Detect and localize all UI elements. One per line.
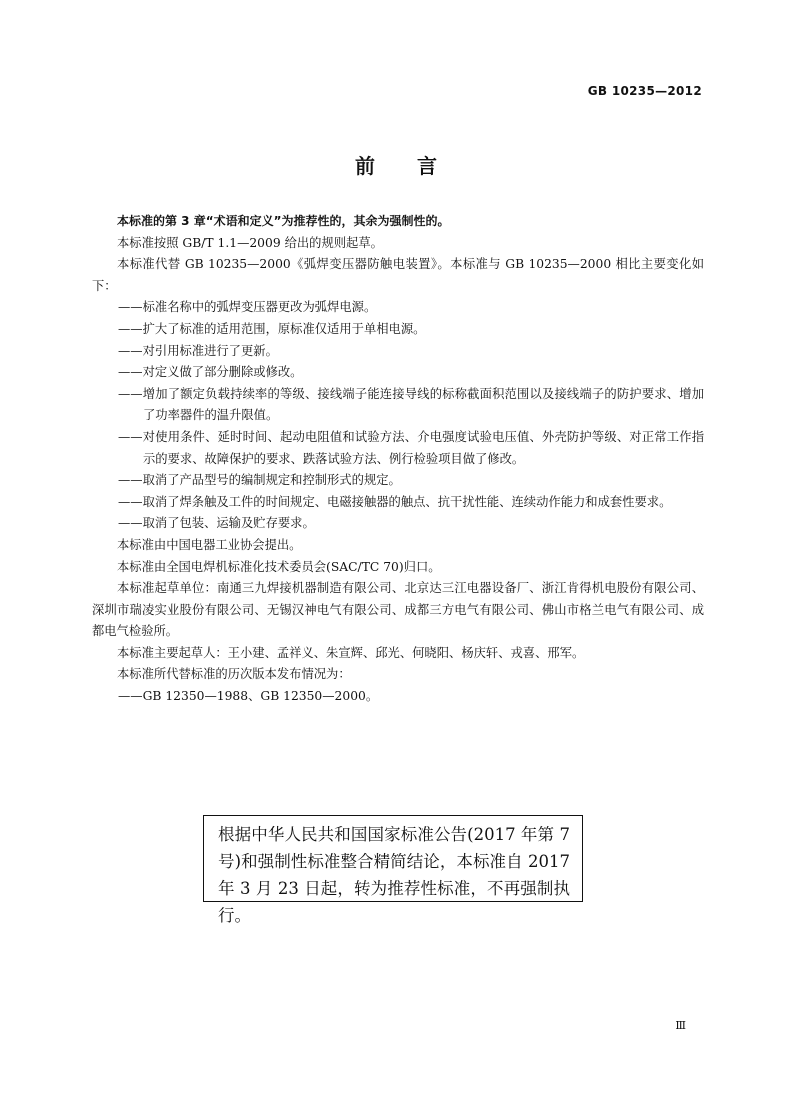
- status-notice-box: [203, 815, 583, 925]
- paragraph: 本标准按照 GB/T 1.1—2009 给出的规则起草。: [117, 235, 383, 250]
- paragraph: 本标准由全国电焊机标准化技术委员会(SAC/TC 70)归口。: [117, 559, 441, 574]
- paragraph: 本标准主要起草人：王小建、孟祥义、朱宣辉、邱光、何晓阳、杨庆轩、戎喜、邢军。: [117, 645, 585, 660]
- standard-number: GB 10235—2012: [587, 84, 702, 98]
- paragraph: 本标准代替 GB 10235—2000《弧焊变压器防触电装置》。本标准与 GB 10235—2000 相比主要变化如下：: [92, 257, 704, 293]
- list-item: ——增加了额定负载持续率的等级、接线端子能连接导线的标称截面积范围以及接线端子的防护要求、增加了功率器件的温升限值。: [118, 386, 704, 423]
- list-item: ——取消了产品型号的编制规定和控制形式的规定。: [118, 473, 401, 488]
- list-item: ——对引用标准进行了更新。: [118, 343, 278, 358]
- list-item: ——取消了包装、运输及贮存要求。: [118, 516, 315, 531]
- list-item: ——扩大了标准的适用范围，原标准仅适用于单相电源。: [118, 321, 426, 336]
- list-item: ——对使用条件、延时时间、起动电阻值和试验方法、介电强度试验电压值、外壳防护等级、对正常工作指示的要求、故障保护的要求、跌落试验方法、例行检验项目做了修改。: [118, 429, 704, 466]
- paragraph: 本标准所代替标准的历次版本发布情况为：: [117, 667, 351, 682]
- list-item: ——取消了焊条触及工件的时间规定、电磁接触器的触点、抗干扰性能、连续动作能力和成套性要求。: [118, 494, 672, 509]
- page-title: [0, 150, 792, 179]
- status-notice-text: 根据中华人民共和国国家标准公告(2017 年第 7 号)和强制性标准整合精简结论，本标准自 2017 年 3 月 23 日起，转为推荐性标准，不再强制执行。: [218, 825, 570, 925]
- paragraph: 本标准起草单位：南通三九焊接机器制造有限公司、北京达三江电器设备厂、浙江肯得机电股份有限公司、深圳市瑞凌实业股份有限公司、无锡汉神电气有限公司、成都三方电气有限公司、佛山市格兰电气有限公司、成都电气检验所。: [92, 581, 704, 639]
- title-char-1: 前: [355, 154, 375, 178]
- list-item: ——对定义做了部分删除或修改。: [118, 365, 303, 380]
- list-item: ——GB 12350—1988、GB 12350—2000。: [118, 689, 379, 704]
- title-char-2: 言: [417, 154, 437, 178]
- page-number: Ⅲ: [675, 1019, 686, 1032]
- paragraph: 本标准由中国电器工业协会提出。: [117, 537, 302, 552]
- foreword-body: [92, 211, 704, 708]
- paragraph: 本标准的第 3 章“术语和定义”为推荐性的，其余为强制性的。: [117, 214, 450, 228]
- list-item: ——标准名称中的弧焊变压器更改为弧焊电源。: [118, 300, 377, 315]
